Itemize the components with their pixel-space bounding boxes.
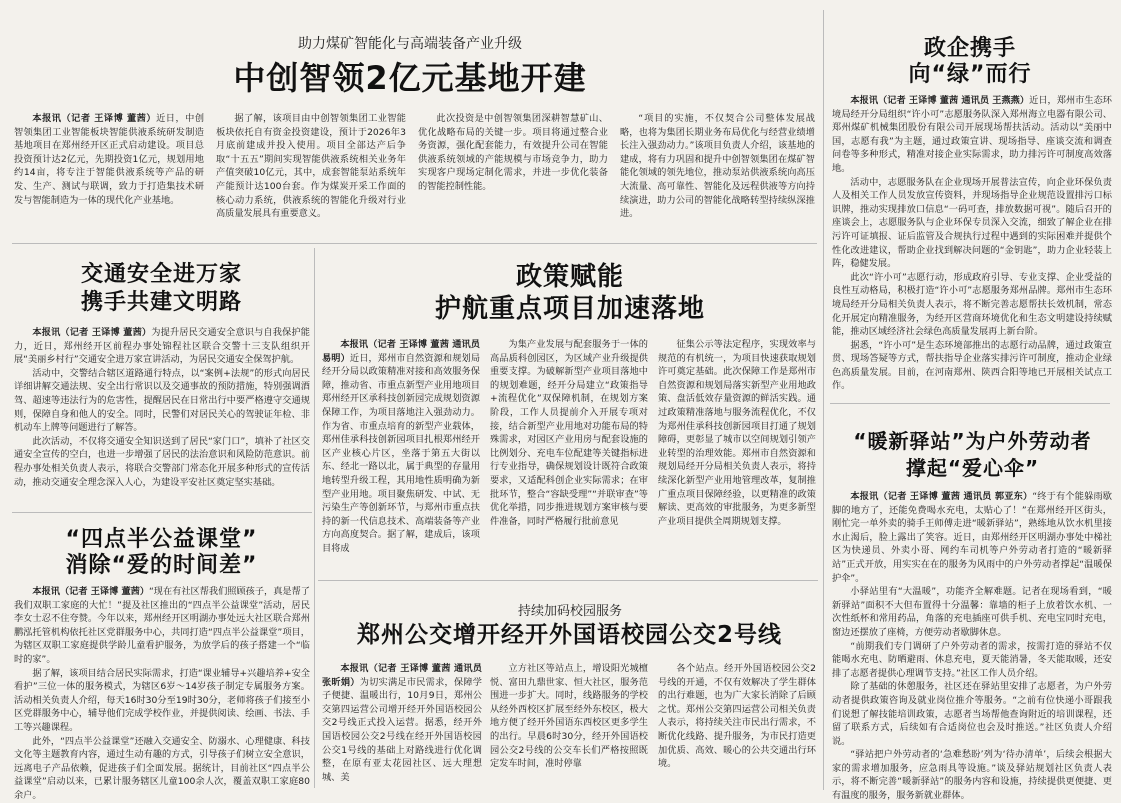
article-text: 此次活动，不仅将交通安全知识送到了居民“家门口”，填补了社区交通安全宣传的空白，也进一步增强了居民的法治意识和风险防范意识。前程办事处相关负责人表示，将联合交警部门常态化开展多种形式的宣传活动，推动交通安全理念深入人心，为建设平安社区奠定坚实基础。 <box>14 435 310 488</box>
article-text: 此外，“四点半公益课堂”还融入交通安全、防溺水、心理健康、科技文化等主题教育内容，通过生动有趣的方式，引导孩子们树立安全意识，远离电子产品依赖，促进孩子们全面发展。据统计，目前社区“四点半公益课堂”启动以来，已累计服务辖区儿童100余人次，覆盖双职工家庭80余户。 <box>14 735 310 801</box>
article-column <box>658 662 816 792</box>
article-text: 征集公示等法定程序，实现效率与规范的有机统一，为项目快速获取规划许可奠定基础。此次保障工作是郑州市自然资源和规划局落实新型产业用地政策、盘活低效存量资源的鲜活实践。通过政策精准落地与服务流程优化，不仅为郑州佳承科技创新园项目打通了规划障碍，更彰显了城市以空间规划引领产业转型的治理效能。郑州市自然资源和规划局经开分局相关负责人表示，将持续深化新型产业用地管理改革，复制推广重点项目保障经验，以更精准的政策解读、更高效的审批服务，为更多新型产业项目提供全周期规划支撑。 <box>658 339 816 527</box>
article-column <box>490 338 648 574</box>
article-text: 为提升居民交通安全意识与自我保护能力，近日，郑州经开区前程办事处锦程社区联合交警十三支队组织开展“美丽乡村行”交通安全进万家宣讲活动，为居民交通安全保驾护航。 <box>14 327 310 366</box>
article-text: 立方社区等站点上，增设阳光城檀悦、富田九鼎世家、恒大社区，服务范围进一步扩大。同时，线路服务的学校从经外西校区扩展至经外东校区，极大地方便了经开外国语东西校区更多学生的出行。早晨6时30分，经开外国语校园公交2号线的公交车长们严格按照既定发车时间，准时停靠 <box>490 663 648 770</box>
article-lead: 本报讯（记者 王译博 董茜） <box>32 113 157 124</box>
article-text: 近日，郑州市生态环境局经开分局组织“许小可”志愿服务队深入郑州海立电器有限公司、郑州煤矿机械集团股份有限公司开展现场帮扶活动。活动以“美丽中国，志愿有我”为主题，通过政策宣讲、现场指导、座谈交流和调查问卷等多种形式，精准对接企业实际需求，助力排污许可制度高效落地。 <box>832 95 1112 174</box>
section-divider <box>318 580 818 581</box>
article-text: 据悉，“许小可”是生态环境部推出的志愿行动品牌，通过政策宣贯、现场答疑等方式，帮扶指导企业落实排污许可制度，推动企业绿色高质量发展。目前，在河南郑州、陕西合阳等地已开展相关试点工作。 <box>832 339 1112 392</box>
article-lead: 本报讯（记者 王译博 董茜 通讯员 王燕燕） <box>850 95 1030 106</box>
article-text: “终于有个能躲雨歇脚的地方了，还能免费喝水充电，太贴心了！”在郑州经开区街头，刚忙完一单外卖的骑手王师傅走进“暖新驿站”，熟练地从饮水机里接水止渴后，脸上露出了笑容。近日，由郑州经开区明湖办事处中梯社区为快递员、外卖小哥、网约车司机等户外劳动者打造的“暖新驿站”正式开放，用实实在在的服务为风雨中的户外劳动者撑起“温暖保护伞”。 <box>832 491 1112 584</box>
article-headline: 消除“爱的时间差” <box>65 553 258 578</box>
article-lead: 本报讯（记者 王译博 董茜） <box>32 327 152 338</box>
article-column <box>14 585 310 801</box>
article-lead: 本报讯（记者 王译博 董茜 通讯员 郭亚东） <box>850 491 1033 502</box>
article-text: “前期我们专门调研了户外劳动者的需求，按需打造的驿站不仅能喝水充电、防晒避雨、休息充电，夏天能消暑，冬天能取暖，还安排了志愿者提供心理调节支持。”社区工作人员介绍。 <box>832 640 1112 679</box>
article-text: 此次“许小可”志愿行动，形成政府引导、专业支撑、企业受益的良性互动格局，积极打造“许小可”志愿服务郑州品牌。郑州市生态环境局经开分局相关负责人表示，将不断完善志愿帮扶长效机制，常态化开展定向精准服务，为经开区营商环境优化和生态文明建设持续赋能，推动区域经济社会绿色高质量发展再上新台阶。 <box>832 271 1112 338</box>
article-text: “现在有社区帮我们照顾孩子，真是帮了我们双职工家庭的大忙！”提及社区推出的“四点半公益课堂”活动，居民李女士忍不住夸赞。今年以来，郑州经开区明湖办事处远大社区联合郑州鹏泓托管机构依托社区党群服务中心，共同打造“四点半公益课堂”项目，为辖区双职工家庭提供学龄儿童看护服务，为放学后的孩子搭建一个“临时的家”。 <box>14 586 310 665</box>
article-column <box>620 112 815 237</box>
article-text: 据了解，该项目结合居民实际需求，打造“课业辅导+兴趣培养+安全看护”三位一体的服务模式，为辖区6岁～14岁孩子制定专属服务方案。活动相关负责人介绍，每天16时30分至19时30分，老师将孩子们接至小区党群服务中心，辅导他们完成学校作业，并提供阅读、绘画、书法、手工等兴趣课程。 <box>14 667 310 733</box>
article-text: 各个站点。经开外国语校园公交2号线的开通，不仅有效解决了学生群体的出行难题，也为广大家长消除了后顾之忧。郑州公交第四运营公司相关负责人表示，将持续关注市民出行需求，不断优化线路、提升服务，为市民打造更加优质、高效、暖心的公共交通出行环境。 <box>658 663 816 770</box>
article-lead: 本报讯（记者 王译博 董茜 通讯员 张昕娟） <box>322 663 482 688</box>
article-column <box>490 662 648 792</box>
article-text: 活动中，志愿服务队在企业现场开展普法宣传，向企业环保负责人及相关工作人员发放宣传资料，并现场指导企业规范设置排污口标识牌，推动实现排放口信息“一码可查，排放数据可视”。随后召开的座谈会上，志愿服务队与企业环保专员深入交流，细致了解企业在排污许可证填报、证后监管及合规执行过程中遇到的实际困难并提供个性化改进建议，帮助企业找到解决问题的“金钥匙”，助力企业轻装上阵，稳健发展。 <box>832 176 1112 270</box>
article-lead: 本报讯（记者 王译博 董茜 通讯员 易明） <box>322 339 480 364</box>
article-headline: 政策赋能 <box>515 262 624 292</box>
section-divider <box>12 512 312 513</box>
article-headline: “四点半公益课堂” <box>65 527 258 552</box>
article-text: “项目的实施，不仅契合公司整体发展战略，也将为集团长期业务布局优化与经营业绩增长注入强劲动力。”该项目负责人介绍，该基地的建成，将有力巩固和提升中创智领集团在煤矿智能化领域的领先地位，推动泵站供液系统向高压大流量、高可靠性、智能化及远程供液等方向持续演进，助力公司的智能化战略转型持续纵深推进。 <box>620 113 815 220</box>
article-text: 此次投资是中创智领集团深耕智慧矿山、优化战略布局的关键一步。项目将通过整合业务资源，强化配套能力，有效提升公司在智能供液系统领域的产能规模与市场竞争力，助力实现客户现场定制化需求，并进一步优化装备的智能控制性能。 <box>418 113 608 192</box>
article-headline: 中创智领2亿元基地开建 <box>233 59 587 97</box>
article-headline: 政企携手 <box>923 36 1016 61</box>
article-headline: 郑州公交增开经开外国语校园公交2号线 <box>356 622 782 648</box>
column-divider <box>823 10 824 790</box>
article-column <box>832 490 1112 802</box>
article-headline: “暖新驿站”为户外劳动者 <box>853 429 1092 453</box>
article-column <box>658 338 816 574</box>
article-column <box>832 94 1112 399</box>
article-text: 近日，中创智领集团工业智能板块智能供液系统研发制造基地项目在郑州经开区正式启动建设。项目总投资预计达2亿元，先期投资1亿元，规划用地约14亩，将专注于智能供液系统等产品的研发、生产、测试与联调，致力于打造集技术研发与智能制造为一体的现代化产业基地。 <box>14 113 205 206</box>
section-divider <box>830 403 1110 404</box>
article-column <box>418 112 608 237</box>
article-text: 活动中，交警结合辖区道路通行特点，以“案例+法规”的形式向居民详细讲解交通法规、安全出行常识以及交通事故的预防措施，特别强调酒驾、超速等违法行为的危害性，提醒居民在日常出行中要严格遵守交通规则，保障自身和他人的安全。同时，民警们对居民关心的驾驶证年检、非机动车上牌等问题进行了解答。 <box>14 367 310 434</box>
article-kicker: 助力煤矿智能化与高端装备产业升级 <box>298 36 522 52</box>
article-text: 为切实满足市民需求，保障学子便捷、温暖出行，10月9日，郑州公交第四运营公司增开经开外国语校园公交2号线正式投入运营。据悉，经开外国语校园公交2号线在经开外国语校园公交1号线的基础上对路线进行优化调整，在原有亚太花园社区、远大理想城、美 <box>322 676 482 783</box>
column-divider <box>314 248 315 788</box>
article-headline: 撑起“爱心伞” <box>905 456 1040 480</box>
article-text: 小驿站里有“大温暖”，功能齐全解难题。记者在现场看到，“暖新驿站”面积不大但布置得十分温馨：靠墙的柜子上放着饮水机、一次性纸杯和常用药品，角落的充电插座可供手机、充电宝同时充电，窗边还摆放了座椅，方便劳动者歇脚休息。 <box>832 586 1112 638</box>
article-text: 为集产业发展与配套服务于一体的高品质科创园区，为区域产业升级提供重要支撑。为破解新型产业项目落地中的规划难题，经开分局建立“政策指导+流程优化”双保障机制，在规划方案阶段，工作人员提前介入开展专项对接，结合新型产业用地对功能布局的特殊需求，对园区产业用房与配套设施的比例划分、充电车位配建等关键指标进行专业指导，确保规划设计既符合政策要求，又适配科创企业实际需求；在审批环节，整合“容缺受理”“并联审查”等优化举措，同步推进规划方案审核与要件准备，同时严格履行批前意见 <box>490 339 648 527</box>
article-text: “驿站把户外劳动者的‘急难愁盼’列为‘待办清单’，后续会根据大家的需求增加服务，应急雨具等设施。”谈及驿站规划社区负责人表示，将不断完善“暖新驿站”的服务内容和设施，持续提供更便捷、更有温度的服务，服务新就业群体。 <box>832 749 1112 802</box>
article-text: 据了解，该项目由中创智领集团工业智能板块依托自有资金投资建设，预计于2026年3月底前建成并投入使用。项目全部达产后争取“十五五”期间实现智能供液系统相关业务年产值突破10亿元，其中，成套智能泵站系统年产能预计达100台套。作为煤炭开采工作面的核心动力系统，供液系统的智能化升级对行业高质量发展具有重要意义。 <box>216 113 406 220</box>
article-column <box>322 338 480 574</box>
article-headline: 携手共建文明路 <box>80 290 242 315</box>
article-headline: 交通安全进万家 <box>80 262 242 287</box>
article-column <box>216 112 406 237</box>
article-text: 除了基础的休憩服务，社区还在驿站里安排了志愿者，为户外劳动者提供政策咨询及就业岗位推介等服务。“之前有位快递小哥跟我们说想了解技能培训政策，志愿者当场帮他查询附近的培训课程，还留了联系方式，后续如有合适岗位也会及时推送。”社区负责人介绍说。 <box>832 681 1112 747</box>
article-headline: 向“绿”而行 <box>908 62 1032 87</box>
article-lead: 本报讯（记者 王译博 董茜） <box>32 586 150 597</box>
article-column <box>14 112 204 237</box>
article-headline: 护航重点项目加速落地 <box>434 294 705 324</box>
article-text: 近日，郑州市自然资源和规划局经开分局以政策精准对接和高效服务保障，推动省、市重点新型产业用地项目郑州经开区承科技创新园完成规划资源保障工作，为项目落地注入强劲动力。作为省、市重点培育的新型产业载体，郑州佳承科技创新园项目扎根郑州经开区产业核心片区，坐落于第五大街以东、经北一路以北，属于典型的存量用地转型升级工程，其用地性质明确为新型产业用地。项目聚焦研发、中试、无污染生产等创新环节，与郑州市重点扶持的新一代信息技术、高端装备等产业方向高度契合。据了解，建成后，该项目将成 <box>322 352 481 554</box>
section-divider <box>12 243 817 244</box>
article-column <box>322 662 482 792</box>
article-kicker: 持续加码校园服务 <box>517 604 622 619</box>
article-column <box>14 326 310 508</box>
